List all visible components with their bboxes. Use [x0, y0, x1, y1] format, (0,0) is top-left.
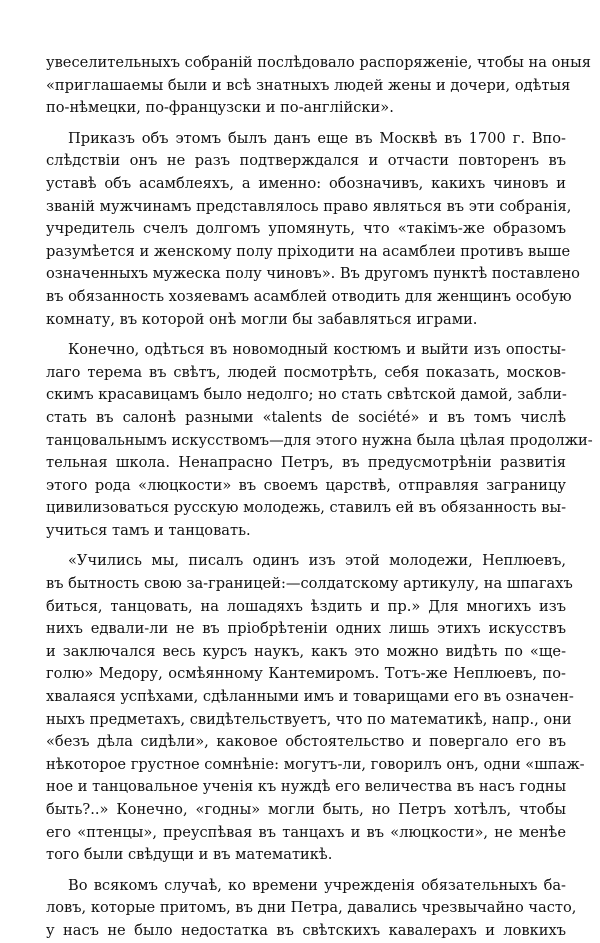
text-line: «приглашаемы были и всѣ знатныхъ людей жены и дочери, одѣтыя — [46, 76, 571, 94]
text-line: увеселительныхъ собраній послѣдовало распоряженіе, чтобы на оныя — [46, 54, 591, 71]
text-line: и заключался весь курсъ наукъ, какъ это можно видѣть по «ще- — [46, 642, 566, 660]
paragraph-gap — [46, 542, 566, 550]
text-line: Во всякомъ случаѣ, ко времени учрежденія обязательныхъ ба- — [68, 876, 566, 894]
text-line: нихъ едвали-ли не въ пріобрѣтеніи одних лишь этихъ искусствъ — [46, 620, 566, 638]
text-line: этого рода «люцкости» въ своемъ царствѣ, отправляя заграницу — [46, 476, 566, 494]
paragraph — [46, 875, 577, 943]
text-line: его «птенцы», преуспѣвая въ танцахъ и въ «люцкости», не менѣе — [46, 823, 566, 841]
text-line: стать въ салонѣ разными «talents de société» и въ томъ числѣ — [46, 408, 566, 426]
text-line: Конечно, одѣться въ новомодный костюмъ и выйти изъ опосты- — [68, 341, 566, 359]
paragraph-gap — [46, 867, 566, 875]
text-line: въ бытность свою за-границей:—солдатскому артикулу, на шпагахъ — [46, 575, 573, 593]
paragraph — [46, 550, 585, 866]
text-line: скимъ красавицамъ было недолго; но стать свѣтской дамой, забли- — [46, 386, 567, 404]
text-line: учредитель счелъ долгомъ упомянуть, что «такімъ-же образомъ — [46, 220, 566, 238]
paragraph-gap — [46, 331, 566, 339]
text-line: у насъ не было недостатка въ свѣтскихъ кавалерахъ и ловкихъ — [46, 921, 566, 939]
text-line: цивилизоваться русскую молодежь, ставилъ ей въ обязанность вы- — [46, 499, 567, 517]
text-line: означенныхъ мужеска полу чиновъ». Въ другомъ пунктѣ поставлено — [46, 265, 580, 283]
text-line: того были свѣдущи и въ математикѣ. — [46, 846, 333, 864]
text-line: ное и танцовальное ученія къ нуждѣ его величества въ насъ годны — [46, 778, 567, 796]
text-line: учиться тамъ и танцовать. — [46, 521, 251, 539]
paragraph — [46, 128, 580, 331]
text-line: въ обязанность хозяевамъ асамблей отводить для женщинъ особую — [46, 287, 572, 305]
text-line: голю» Медору, осмѣянному Кантемиромъ. Тотъ-же Неплюевъ, по- — [46, 665, 566, 683]
text-line: Приказъ объ этомъ былъ данъ еще въ Москвѣ въ 1700 г. Впо- — [68, 129, 566, 147]
text-line: нѣкоторое грустное сомнѣніе: могутъ-ли, говорилъ онъ, одни «шпаж- — [46, 755, 585, 773]
text-line: хвалаяся успѣхами, сдѣланными имъ и товарищами его въ означен- — [46, 688, 574, 706]
paragraph — [46, 52, 591, 120]
text-line: «Учились мы, писалъ одинъ изъ этой молодежи, Неплюевъ, — [68, 552, 566, 570]
text-line: уставѣ объ асамблеяхъ, а именно: обозначивъ, какихъ чиновъ и — [46, 174, 566, 192]
text-line: комнату, въ которой онѣ могли бы забавляться играми. — [46, 310, 478, 328]
text-line: тельная школа. Ненапрасно Петръ, въ предусмотрѣніи развитія — [46, 454, 566, 472]
text-line: танцовальнымъ искусствомъ—для этого нужна была цѣлая продолжи- — [46, 431, 593, 449]
paragraph — [46, 339, 593, 542]
text-line: ловъ, которые притомъ, въ дни Петра, давались чрезвычайно часто, — [46, 899, 577, 917]
text-line: лаго терема въ свѣтъ, людей посмотрѣть, себя показать, москов- — [46, 363, 566, 381]
text-line: слѣдствіи онъ не разъ подтверждался и отчасти повторенъ въ — [46, 152, 566, 170]
text-line: ныхъ предметахъ, свидѣтельствуетъ, что по математикѣ, напр., они — [46, 710, 572, 728]
page-text — [46, 52, 593, 943]
text-line: быть?..» Конечно, «годны» могли быть, но Петръ хотѣлъ, чтобы — [46, 801, 566, 818]
paragraph-gap — [46, 120, 566, 128]
text-line: «безъ дѣла сидѣли», каковое обстоятельство и повергало его въ — [46, 733, 566, 751]
text-line: разумѣется и женскому полу пріходити на асамблеи противъ выше — [46, 242, 571, 260]
text-line: биться, танцовать, на лошадяхъ ѣздить и пр.» Для многихъ изъ — [46, 597, 566, 615]
text-line: по-нѣмецки, по-французски и по-англійски». — [46, 99, 394, 117]
text-line: званій мужчинамъ представлялось право являться въ эти собранія, — [46, 197, 572, 215]
